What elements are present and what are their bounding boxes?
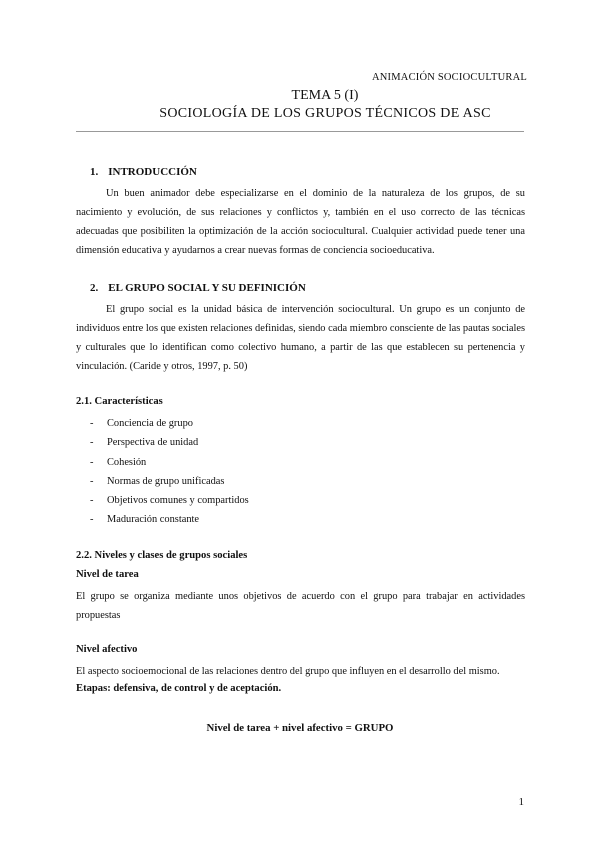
section-2-text: El grupo social es la unidad básica de intervención sociocultural. Un grupo es un conjunto de individuos entre los que existen relaciones definidas, siendo cada miembro consciente de las pautas sociales y culturales que lo identifican como colectivo humano, a partir de las que establecen su pertenencia y vinculación. (Caride y otros, 1997, p. 50) xyxy=(76,304,525,372)
task-level-text: El grupo se organiza mediante unos objetivos de acuerdo con el grupo para trabajar en actividades propuestas xyxy=(76,591,525,621)
list-item: - Normas de grupo unificadas xyxy=(90,472,249,491)
section-2-title: EL GRUPO SOCIAL Y SU DEFINICIÓN xyxy=(108,282,306,294)
section-1-text: Un buen animador debe especializarse en el dominio de la naturaleza de los grupos, de su nacimiento y evolución, de sus relaciones y conflictos y, también en el uso correcto de las técnicas adecuadas que posibiliten la optimización de la acción sociocultural. Cualquier actividad puede tener una dimensión educativa y ayudarnos a crear nuevas formas de conciencia socioeducativa. xyxy=(76,188,525,256)
section-2-heading xyxy=(90,282,306,294)
characteristics-list xyxy=(90,414,249,530)
section-1-title: INTRODUCCIÓN xyxy=(108,166,197,178)
page-number: 1 xyxy=(518,796,524,808)
stages-text: Etapas: defensiva, de control y de aceptación. xyxy=(76,683,282,694)
section-2-1-heading: 2.1. Características xyxy=(76,396,163,407)
section-2-2-heading: 2.2. Niveles y clases de grupos sociales xyxy=(76,550,248,561)
title-main: SOCIOLOGÍA DE LOS GRUPOS TÉCNICOS DE ASC xyxy=(159,106,491,121)
section-2-paragraph xyxy=(76,300,525,376)
course-subject: ANIMACIÓN SOCIOCULTURAL xyxy=(371,72,527,83)
list-item: - Perspectiva de unidad xyxy=(90,433,249,452)
list-item: - Conciencia de grupo xyxy=(90,414,249,433)
affective-level-label: Nivel afectivo xyxy=(76,644,138,655)
section-1-heading xyxy=(90,166,197,178)
section-2-number: 2. xyxy=(90,282,99,294)
list-item: - Objetivos comunes y compartidos xyxy=(90,491,249,510)
affective-level-text: El aspecto socioemocional de las relaciones dentro del grupo que influyen en el desarrollo del mismo. xyxy=(76,666,500,677)
section-1-number: 1. xyxy=(90,166,99,178)
list-item: - Maduración constante xyxy=(90,510,249,529)
group-formula: Nivel de tarea + nivel afectivo = GRUPO xyxy=(206,722,394,734)
task-level-label: Nivel de tarea xyxy=(76,569,139,580)
list-item: - Cohesión xyxy=(90,453,249,472)
section-1-paragraph xyxy=(76,184,525,260)
title-divider xyxy=(76,131,524,132)
title-topic: TEMA 5 (I) xyxy=(291,88,359,103)
